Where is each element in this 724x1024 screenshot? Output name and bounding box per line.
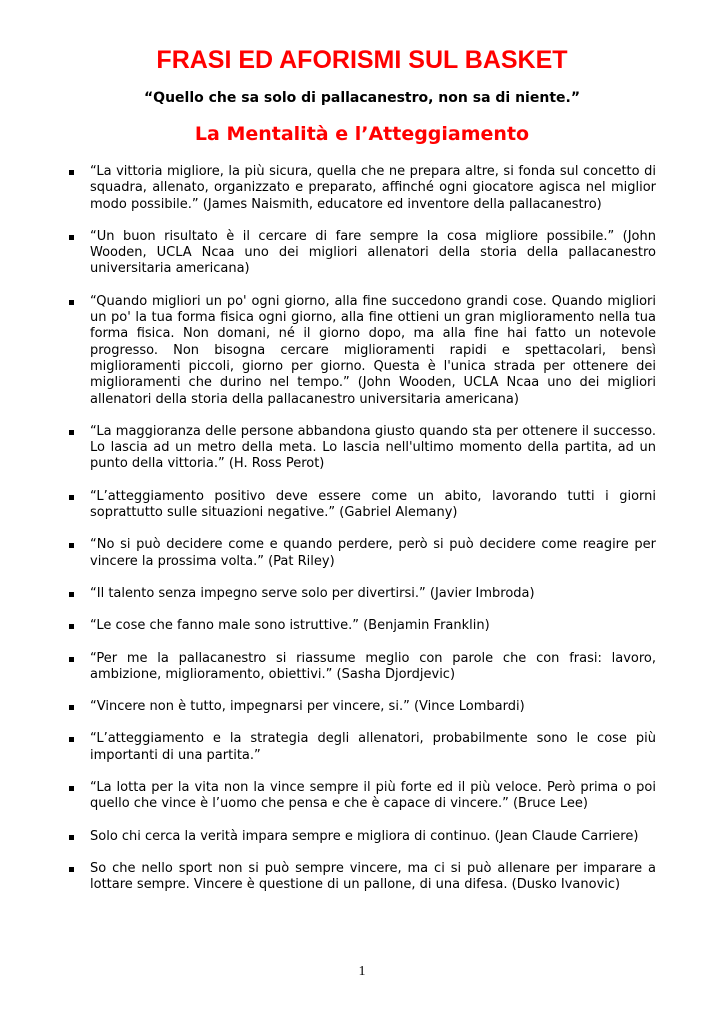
quote-item-8 bbox=[68, 618, 656, 634]
square-bullet-icon bbox=[69, 737, 74, 742]
quote-text-6: “No si può decidere come e quando perdere, però si può decidere come reagire per vincere la prossima volta.” (Pat Riley) bbox=[90, 537, 656, 569]
section-heading: La Mentalità e l’Atteggiamento bbox=[194, 123, 530, 145]
quote-text-13: Solo chi cerca la verità impara sempre e migliora di continuo. (Jean Claude Carriere) bbox=[90, 828, 639, 844]
square-bullet-icon bbox=[69, 786, 74, 791]
square-bullet-icon bbox=[69, 430, 74, 435]
quote-text-8: “Le cose che fanno male sono istruttive.” (Benjamin Franklin) bbox=[90, 618, 490, 634]
square-bullet-icon bbox=[69, 235, 74, 240]
square-bullet-icon bbox=[69, 624, 74, 629]
quote-text-9: “Per me la pallacanestro si riassume meglio con parole che con frasi: lavoro, ambizione, miglioramento, obiettivi.” (Sasha Djordjevic) bbox=[90, 650, 656, 682]
quote-text-14: So che nello sport non si può sempre vincere, ma ci si può allenare per imparare a lottare sempre. Vincere è questione di un pallone, di una difesa. (Dusko Ivanovic) bbox=[90, 860, 656, 893]
quote-text-11: “L’atteggiamento e la strategia degli allenatori, probabilmente sono le cose più importanti di una partita.” bbox=[90, 731, 656, 763]
square-bullet-icon bbox=[69, 495, 74, 500]
quote-text-3: “Quando migliori un po' ogni giorno, alla fine succedono grandi cose. Quando migliori un po' la tua forma fisica ogni giorno, alla fine ottieni un gran miglioramento nella tua forma fisica. Non domani, né il giorno dopo, ma alla fine hai fatto un notevole progresso. Non bisogna cercare miglioramenti rapidi e spettacolari, bensì miglioramenti piccoli, giorno per giorno. Questa è l'unica strada per ottenere dei miglioramenti che durino nel tempo.” (John Wooden, UCLA Ncaa uno dei migliori allenatori della storia della pallacanestro universitaria americana) bbox=[90, 293, 656, 407]
quote-item-1 bbox=[68, 164, 656, 213]
square-bullet-icon bbox=[69, 592, 74, 597]
square-bullet-icon bbox=[69, 300, 74, 305]
quote-item-3 bbox=[68, 294, 656, 408]
quote-text-10: “Vincere non è tutto, impegnarsi per vincere, si.” (Vince Lombardi) bbox=[90, 699, 525, 715]
square-bullet-icon bbox=[69, 657, 74, 662]
page-number: 1 bbox=[358, 964, 366, 979]
quote-item-14 bbox=[68, 861, 656, 894]
quote-item-4 bbox=[68, 424, 656, 473]
quote-text-7: “Il talento senza impegno serve solo per divertirsi.” (Javier Imbroda) bbox=[90, 585, 535, 601]
quote-text-4: “La maggioranza delle persone abbandona giusto quando sta per ottenere il successo. Lo lascia ad un metro della meta. Lo lascia nell'ultimo momento della partita, ad un punto della vittoria.” (H. Ross Perot) bbox=[90, 423, 656, 472]
quote-item-12 bbox=[68, 780, 656, 813]
quote-list bbox=[68, 164, 656, 894]
quote-item-11 bbox=[68, 731, 656, 764]
quote-text-1: “La vittoria migliore, la più sicura, quella che ne prepara altre, si fonda sul concetto di squadra, allenato, organizzato e preparato, affinché ogni giocatore agisca nel miglior modo possibile.” (James Naismith, educatore ed inventore della pallacanestro) bbox=[90, 164, 656, 212]
quote-item-5 bbox=[68, 489, 656, 522]
square-bullet-icon bbox=[69, 170, 74, 175]
document-title: FRASI ED AFORISMI SUL BASKET bbox=[156, 46, 568, 74]
quote-item-7 bbox=[68, 586, 656, 602]
square-bullet-icon bbox=[69, 867, 74, 872]
quote-text-2: “Un buon risultato è il cercare di fare sempre la cosa migliore possibile.” (John Wooden, UCLA Ncaa uno dei migliori allenatori della storia della pallacanestro universitaria americana) bbox=[90, 228, 656, 277]
square-bullet-icon bbox=[69, 705, 74, 710]
quote-text-12: “La lotta per la vita non la vince sempre il più forte ed il più veloce. Però prima o poi quello che vince è l’uomo che pensa e che è capace di vincere.” (Bruce Lee) bbox=[90, 780, 656, 812]
quote-item-9 bbox=[68, 651, 656, 684]
quote-item-13 bbox=[68, 829, 656, 845]
quote-item-6 bbox=[68, 537, 656, 570]
square-bullet-icon bbox=[69, 543, 74, 548]
quote-text-5: “L’atteggiamento positivo deve essere come un abito, lavorando tutti i giorni soprattutto sulle situazioni negative.” (Gabriel Alemany) bbox=[90, 488, 656, 521]
quote-item-2 bbox=[68, 229, 656, 278]
square-bullet-icon bbox=[69, 835, 74, 840]
document-subtitle: “Quello che sa solo di pallacanestro, non sa di niente.” bbox=[143, 90, 581, 106]
quote-item-10 bbox=[68, 699, 656, 715]
